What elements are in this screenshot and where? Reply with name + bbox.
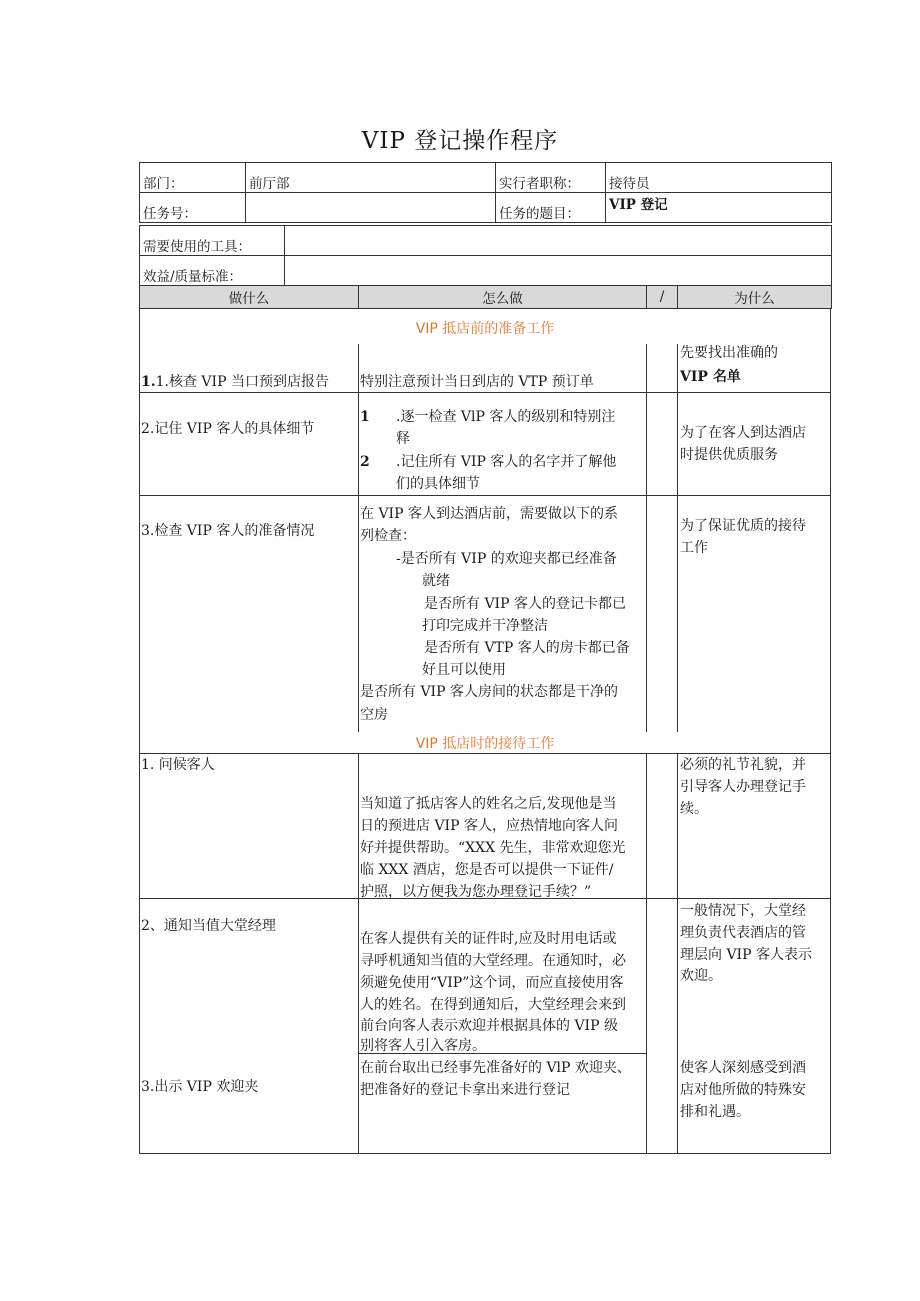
r5-how-6: 别将客人引入客房。 (360, 1038, 486, 1054)
r6-how-1: 在前台取出已经事先准备好的 VlP 欢迎夹、 (360, 1060, 631, 1076)
tools-table (139, 225, 832, 286)
r5-why-2: 理负责代表酒店的管 (680, 925, 806, 941)
r6-how-2: 把准备好的登记卡拿出来进行登记 (360, 1082, 570, 1098)
divider (677, 753, 678, 1153)
page-title: VIP 登记操作程序 (361, 128, 559, 154)
executor-label: 实行者职称： (496, 163, 606, 193)
quality-value (285, 256, 832, 286)
procedure-body (139, 308, 831, 1154)
r3-how-3: -是否所有 VIP 的欢迎夹都已经准备 (396, 551, 617, 567)
col-slash: / (647, 286, 678, 309)
r3-how-10: 空房 (360, 707, 388, 723)
divider (677, 344, 678, 732)
quality-label: 效益/质量标准： (140, 256, 285, 286)
divider (358, 344, 359, 732)
r1-how: 特别注意预计当日到店的 VTP 预订单 (360, 374, 594, 390)
r4-how-1: 当知道了抵店客人的姓名之后,发现他是当 (360, 796, 617, 812)
r3-how-5: 是否所有 VIP 客人的登记卡都已 (424, 596, 626, 612)
r3-how-8: 好且可以使用 (422, 662, 506, 678)
r4-how-5: 护照，以方便我为您办理登记手续？” (360, 884, 592, 900)
r5-how-4: 人的姓名。在得到通知后，大堂经理会来到 (360, 997, 626, 1013)
r5-what: 2、通知当值大堂经理 (141, 918, 276, 934)
r2-why-1: 为了在客人到达酒店 (680, 425, 806, 441)
column-header (139, 285, 832, 309)
section-before-arrival: VIP 抵店前的准备工作 (415, 321, 555, 337)
task-title-value: VIP 登记 (606, 193, 832, 223)
r4-why-2: 引导客人办理登记手 (680, 779, 806, 795)
executor-value: 接待员 (606, 163, 832, 193)
r5-how-3: 须避免使用“VIP”这个词，而应直接使用客 (360, 975, 624, 991)
r1-what: 1.1.核查 VIP 当口预到店报告 (141, 374, 329, 390)
r2-what: 2.记住 VIP 客人的具体细节 (141, 421, 315, 437)
col-why: 为什么 (678, 286, 832, 309)
divider (646, 753, 647, 1153)
r3-how-1: 在 VIP 客人到达酒店前，需要做以下的系 (360, 506, 618, 522)
section-on-arrival: VIP 抵店时的接待工作 (415, 736, 555, 752)
r3-how-9: 是否所有 VIP 客人房间的状态都是干净的 (360, 684, 618, 700)
header-table (139, 162, 832, 223)
r1-why-2: VIP 名单 (680, 369, 741, 385)
tools-value (285, 226, 832, 256)
r5-why-3: 理层向 VIP 客人表示 (680, 947, 812, 963)
task-no-label: 任务号： (140, 193, 246, 223)
r4-why-1: 必须的礼节礼貌，并 (680, 757, 806, 773)
r3-what: 3.检查 VIP 客人的准备情况 (141, 523, 315, 539)
r3-why-1: 为了保证优质的接待 (680, 518, 806, 534)
r2-how-2: 2 .记住所有 VIP 客人的名字并了解他 (360, 454, 617, 470)
r2-how-2b: 们的具体细节 (396, 476, 480, 492)
r1-why-1: 先要找出准确的 (680, 345, 778, 361)
dept-label: 部门： (140, 163, 246, 193)
task-no-value (246, 193, 496, 223)
r2-how-1b: 释 (396, 431, 410, 447)
r4-how-2: 日的预进店 VIP 客人，应热情地向客人问 (360, 818, 618, 834)
r3-how-6: 打印完成并干净整洁 (422, 618, 548, 634)
r3-how-2: 列检查： (360, 528, 416, 544)
r3-why-2: 工作 (680, 540, 708, 556)
r5-how-5: 前台向客人表示欢迎并根据具体的 VIP 级 (360, 1018, 618, 1034)
r6-why-2: 店对他所做的特殊安 (680, 1082, 806, 1098)
r6-why-3: 排和礼遇。 (680, 1104, 750, 1120)
divider (646, 344, 647, 732)
task-title-label: 任务的题目： (496, 193, 606, 223)
col-how: 怎么做 (359, 286, 647, 309)
r6-why-1: 使客人深刻感受到酒 (680, 1060, 806, 1076)
r5-how-1: 在客人提供有关的证件时,应及时用电话或 (360, 931, 617, 947)
r2-how-1: 1 .逐一检查 VlP 客人的级别和特别注 (360, 409, 616, 425)
col-what: 做什么 (140, 286, 359, 309)
dept-value: 前厅部 (246, 163, 496, 193)
r4-what: 1. 问候客人 (141, 757, 215, 773)
row-divider (140, 495, 830, 496)
r3-how-4: 就绪 (422, 573, 450, 589)
r2-why-2: 时提供优质服务 (680, 447, 778, 463)
r5-how-2: 寻呼机通知当值的大堂经理。在通知时，必 (360, 953, 626, 969)
r5-why-4: 欢迎。 (680, 968, 722, 984)
divider (358, 753, 359, 1153)
r5-why-1: 一般情况下，大堂经 (680, 903, 806, 919)
r6-what: 3.出示 VIP 欢迎夹 (141, 1079, 259, 1095)
r4-how-4: 临 XXX 酒店，您是否可以提供一下证件/ (360, 862, 614, 878)
r3-how-7: 是否所有 VTP 客人的房卡都已备 (424, 640, 630, 656)
r4-how-3: 好并提供帮助。“XXX 先生，非常欢迎您光 (360, 840, 626, 856)
tools-label: 需要使用的工具： (140, 226, 285, 256)
r4-why-3: 续。 (680, 801, 708, 817)
